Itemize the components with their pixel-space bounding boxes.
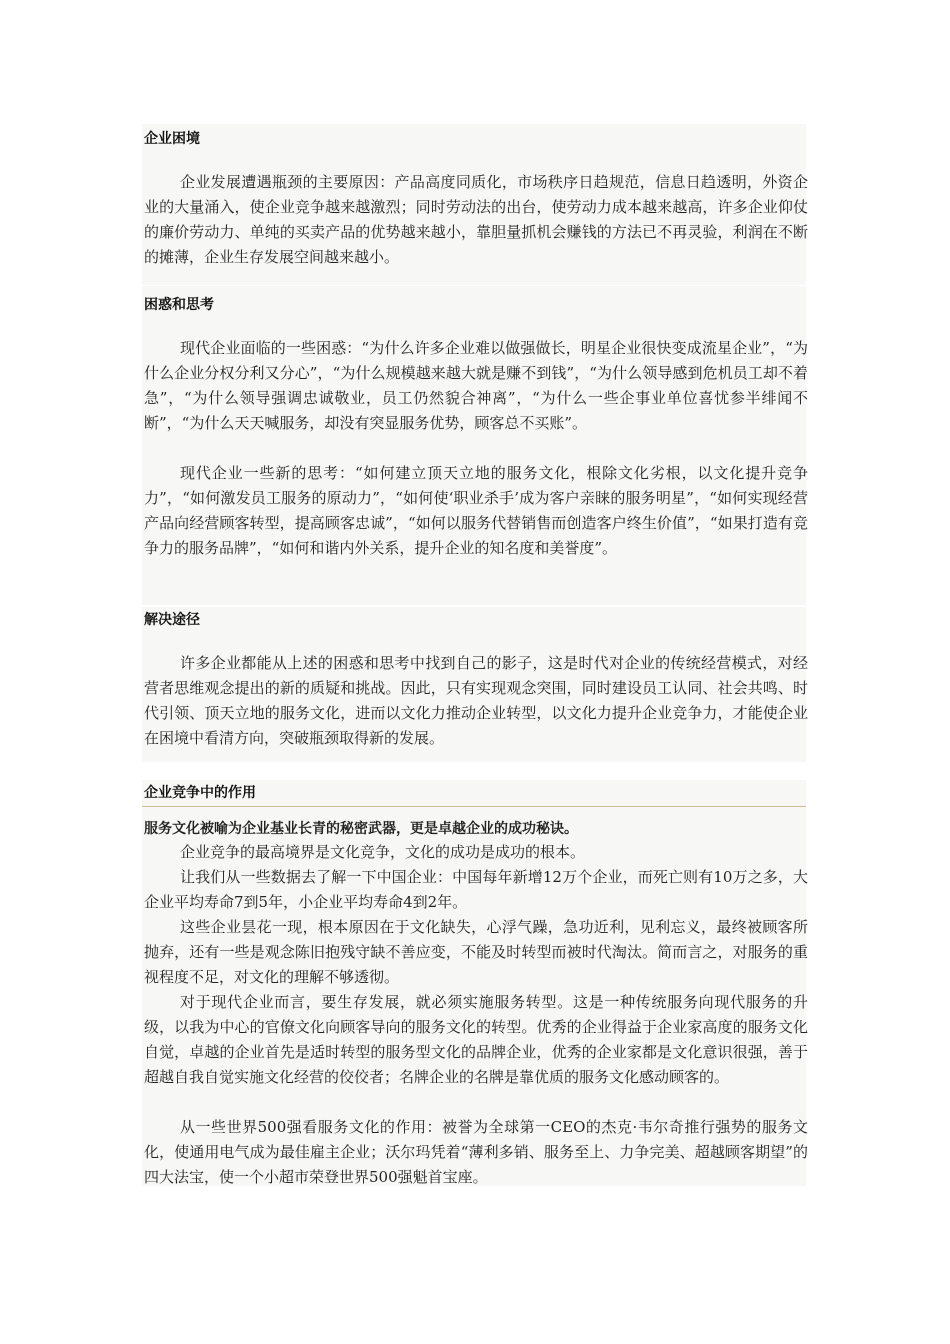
section-enterprise-dilemma <box>142 124 806 285</box>
paragraph: 从一些世界500强看服务文化的作用：被誉为全球第一CEO的杰克·韦尔奇推行强势的服务文化，使通用电气成为最佳雇主企业；沃尔玛凭着“薄利多销、服务至上、力争完美、超越顾客期望”的四大法宝，使一个小超市荣登世界500强魁首宝座。 <box>144 1118 808 1186</box>
paragraph: 许多企业都能从上述的困惑和思考中找到自己的影子，这是时代对企业的传统经营模式，对经营者思维观念提出的新的质疑和挑战。因此，只有实现观念突围，同时建设员工认同、社会共鸣、时代引领、顶天立地的服务文化，进而以文化力推动企业转型，以文化力提升企业竞争力，才能使企业在困境中看清方向，突破瓶颈取得新的发展。 <box>144 654 808 747</box>
section-confusion-and-thinking <box>142 286 806 605</box>
paragraph: 企业竞争的最高境界是文化竞争，文化的成功是成功的根本。 <box>180 843 586 861</box>
heading-divider <box>142 806 806 807</box>
paragraph: 对于现代企业而言，要生存发展，就必须实施服务转型。这是一种传统服务向现代服务的升级，以我为中心的官僚文化向顾客导向的服务文化的转型。优秀的企业得益于企业家高度的服务文化自觉，卓越的企业首先是适时转型的服务型文化的品牌企业，优秀的企业家都是文化意识很强，善于超越自我自觉实施文化经营的佼佼者；名牌企业的名牌是靠优质的服务文化感动顾客的。 <box>144 993 808 1086</box>
paragraph: 现代企业一些新的思考：“如何建立顶天立地的服务文化，根除文化劣根，以文化提升竞争力”，“如何激发员工服务的原动力”，“如何使‘职业杀手’成为客户亲睐的服务明星”，“如何实现经营产品向经营顾客转型，提高顾客忠诚”，“如何以服务代替销售而创造客户终生价值”，“如果打造有竞争力的服务品牌”，“如何和谐内外关系，提升企业的知名度和美誉度”。 <box>144 464 808 557</box>
paragraph: 让我们从一些数据去了解一下中国企业：中国每年新增12万个企业，而死亡则有10万之多，大企业平均寿命7到5年，小企业平均寿命4到2年。 <box>144 868 808 911</box>
section-heading: 解决途径 <box>144 612 200 628</box>
section-heading: 困惑和思考 <box>144 297 214 313</box>
section-solution-path <box>142 607 806 762</box>
section-role-in-competition <box>142 780 806 1186</box>
paragraph: 现代企业面临的一些困惑：“为什么许多企业难以做强做长，明星企业很快变成流星企业”，“为什么企业分权分利又分心”，“为什么规模越来越大就是赚不到钱”，“为什么领导感到危机员工却不着急”，“为什么领导强调忠诚敬业，员工仍然貌合神离”，“为什么一些企事业单位喜忧参半绯闻不断”，“为什么天天喊服务，却没有突显服务优势，顾客总不买账”。 <box>144 339 808 432</box>
paragraph: 这些企业昙花一现，根本原因在于文化缺失，心浮气躁，急功近利，见利忘义，最终被顾客所抛弃，还有一些是观念陈旧抱残守缺不善应变，不能及时转型而被时代淘汰。简而言之，对服务的重视程度不足，对文化的理解不够透彻。 <box>144 918 808 986</box>
lead-statement: 服务文化被喻为企业基业长青的秘密武器，更是卓越企业的成功秘诀。 <box>144 821 578 837</box>
section-heading: 企业竞争中的作用 <box>144 785 256 801</box>
section-heading: 企业困境 <box>144 131 200 147</box>
paragraph: 企业发展遭遇瓶颈的主要原因：产品高度同质化，市场秩序日趋规范，信息日趋透明，外资企业的大量涌入，使企业竞争越来越激烈；同时劳动法的出台，使劳动力成本越来越高，许多企业仰仗的廉价劳动力、单纯的买卖产品的优势越来越小，靠胆量抓机会赚钱的方法已不再灵验，利润在不断的摊薄，企业生存发展空间越来越小。 <box>144 173 808 266</box>
